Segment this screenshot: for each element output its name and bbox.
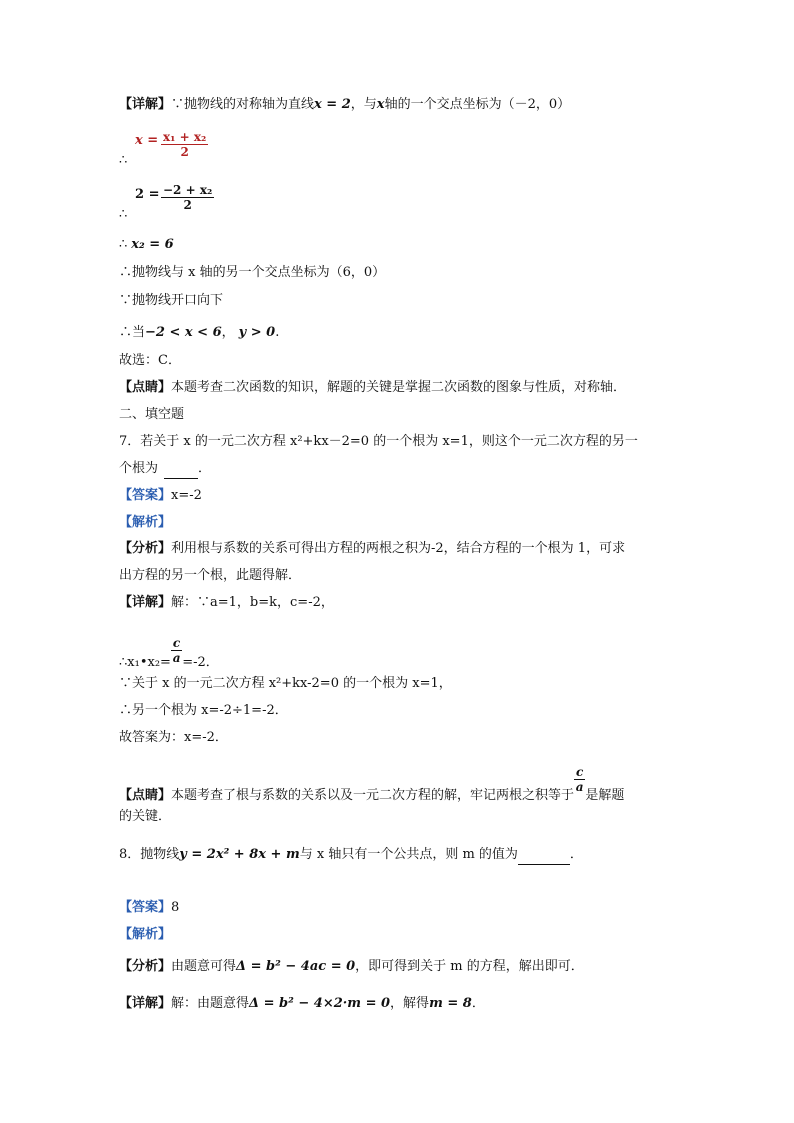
question-7-line-2 xyxy=(119,460,211,479)
equation-lhs: 2 = xyxy=(135,187,160,202)
therefore-symbol: ∴ xyxy=(119,207,128,222)
numerator: x₁ + x₂ xyxy=(163,130,207,144)
equation: x₂ = 6 xyxy=(131,237,174,252)
fraction xyxy=(161,183,214,212)
text: ，解得 xyxy=(390,996,430,1011)
text: ∴x₁•x₂= xyxy=(119,655,171,670)
fraction xyxy=(171,636,182,665)
text: 轴的一个交点坐标为（－2，0） xyxy=(384,97,571,112)
answer-line xyxy=(119,487,202,505)
detail-tag: 【详解】 xyxy=(119,97,172,112)
equation: Δ = b² − 4×2·m = 0 xyxy=(249,996,391,1011)
text-line: ∵抛物线开口向下 xyxy=(119,293,224,308)
condition-line xyxy=(119,324,279,342)
equation: x = 2 xyxy=(314,97,351,112)
text: =-2． xyxy=(182,655,219,670)
section-heading: 二、填空题 xyxy=(119,407,185,422)
analysis-tag: 【解析】 xyxy=(119,927,172,942)
denominator: 2 xyxy=(183,198,192,212)
denominator: a xyxy=(172,651,181,665)
fraction xyxy=(161,130,208,159)
analysis-line-1 xyxy=(119,540,625,558)
comment-tag: 【点睛】 xyxy=(119,788,172,803)
denominator: 2 xyxy=(180,145,189,159)
inequality: −2 < x < 6 xyxy=(145,325,222,340)
text: 本题考查了根与系数的关系以及一元二次方程的解，牢记两根之积等于 xyxy=(171,788,575,803)
analysis-heading xyxy=(119,926,171,944)
analysis-tag: 【解析】 xyxy=(119,515,172,530)
text: ∵抛物线的对称轴为直线 xyxy=(171,97,315,112)
answer-blank xyxy=(518,846,570,865)
answer-tag: 【答案】 xyxy=(119,900,172,915)
text: 本题考查二次函数的知识，解题的关键是掌握二次函数的图象与性质，对称轴． xyxy=(171,380,627,395)
equation: m = 8 xyxy=(429,996,472,1011)
equation-lhs: x = xyxy=(135,133,159,148)
question-7-line-1: 7．若关于 x 的一元二次方程 x²+kx－2=0 的一个根为 x=1，则这个一元二次方程的另一 xyxy=(119,434,638,449)
numerator: c xyxy=(576,765,584,779)
text: ，即可得到关于 m 的方程，解出即可． xyxy=(355,959,584,974)
comment-line-2: 的关键． xyxy=(119,809,172,824)
answer-value: 8 xyxy=(171,900,180,915)
analysis-heading xyxy=(119,514,171,532)
answer-line xyxy=(119,899,179,917)
text: 利用根与系数的关系可得出方程的两根之积为-2，结合方程的一个根为 1，可求 xyxy=(171,541,626,556)
detail-tag: 【详解】 xyxy=(119,996,172,1011)
therefore-symbol: ∴ xyxy=(119,237,128,252)
text: 解：∵a=1，b=k，c=-2， xyxy=(171,595,334,610)
text: 由题意可得 xyxy=(171,959,237,974)
answer-blank xyxy=(164,460,198,479)
analysis-sub-tag: 【分析】 xyxy=(119,541,172,556)
fraction xyxy=(574,765,585,794)
analysis-line xyxy=(119,958,584,976)
detail-line-1 xyxy=(119,96,570,114)
text-line: ∴抛物线与 x 轴的另一个交点坐标为（6，0） xyxy=(119,265,386,280)
detail-line xyxy=(119,594,334,612)
therefore-symbol: ∴ xyxy=(119,153,128,168)
detail-tag: 【详解】 xyxy=(119,595,172,610)
text: ，与 xyxy=(350,97,377,112)
analysis-sub-tag: 【分析】 xyxy=(119,959,172,974)
variable: x xyxy=(376,97,385,112)
text: 与 x 轴只有一个公共点，则 m 的值为 xyxy=(299,847,518,862)
inequality: y > 0 xyxy=(238,325,276,340)
denominator: a xyxy=(575,780,584,794)
product-line xyxy=(119,636,219,677)
text-line: ∵关于 x 的一元二次方程 x²+kx-2=0 的一个根为 x=1， xyxy=(119,676,452,691)
text: 个根为 xyxy=(119,461,159,476)
text: ． xyxy=(569,847,583,862)
question-8-line xyxy=(119,846,583,865)
comment-line xyxy=(119,765,625,810)
text: 解：由题意得 xyxy=(171,996,250,1011)
text: ， xyxy=(221,325,235,340)
text: 是解题 xyxy=(585,788,625,803)
equation: Δ = b² − 4ac = 0 xyxy=(236,959,356,974)
x2-equals-line xyxy=(119,236,174,254)
text-line: ∴另一个根为 x=-2÷1=-2． xyxy=(119,703,288,718)
text: ． xyxy=(471,996,485,1011)
numerator: c xyxy=(172,636,181,650)
numerator: −2 + x₂ xyxy=(163,183,213,197)
comment-line xyxy=(119,379,626,397)
analysis-line-2: 出方程的另一个根，此题得解． xyxy=(119,568,302,583)
equation: y = 2x² + 8x + m xyxy=(179,847,300,862)
comment-tag: 【点睛】 xyxy=(119,380,172,395)
text: . xyxy=(275,325,280,340)
text: 8．抛物线 xyxy=(119,847,180,862)
answer-value: x=-2 xyxy=(171,488,202,503)
answer-tag: 【答案】 xyxy=(119,488,172,503)
detail-line xyxy=(119,995,485,1013)
text-line: 故答案为：x=-2． xyxy=(119,730,228,745)
text: ∴当 xyxy=(119,325,146,340)
choice-line: 故选：C． xyxy=(119,353,181,368)
text: ． xyxy=(198,461,212,476)
